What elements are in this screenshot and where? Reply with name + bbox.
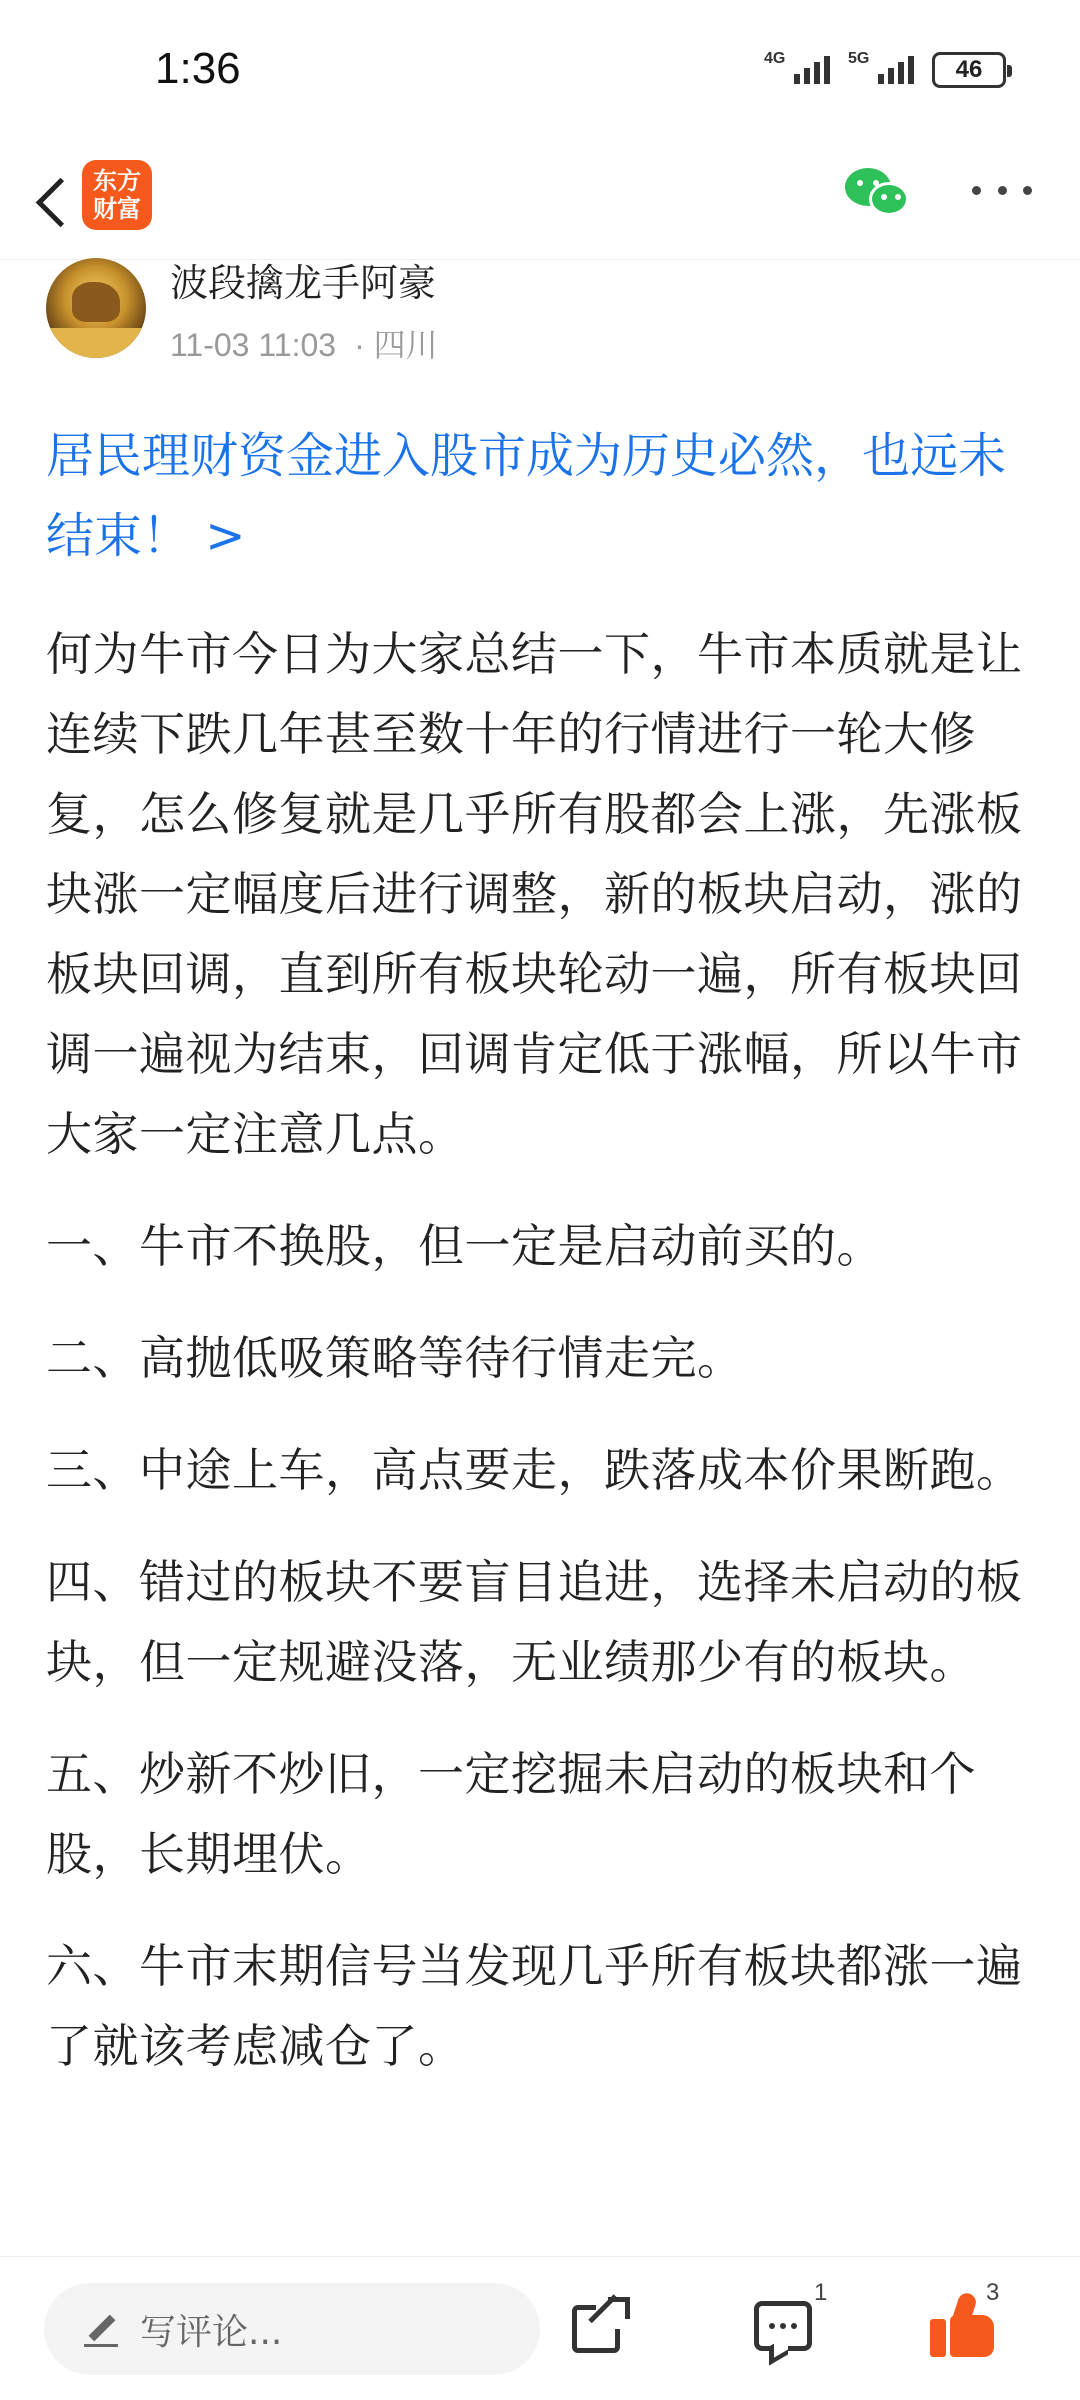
status-indicators [764,52,1006,88]
article-content [46,614,1036,2118]
wechat-icon[interactable] [845,162,915,222]
comment-icon[interactable] [754,2301,812,2351]
nav-bar [0,150,1080,260]
more-icon[interactable] [972,180,1032,200]
comment-count: 1 [814,2279,828,2306]
paragraph: 三、中途上车，高点要走，跌落成本价果断跑。 [46,1443,1023,1497]
status-time: 1:36 [155,44,241,93]
paragraph: 四、错过的板块不要盲目追进，选择未启动的板块，但一定规避没落，无业绩那少有的板块。 [46,1555,1023,1689]
comment-input[interactable] [44,2283,540,2375]
paragraph: 何为牛市今日为大家总结一下，牛市本质就是让连续下跌几年甚至数十年的行情进行一轮大修复，怎么修复就是几乎所有股都会上涨，先涨板块涨一定幅度后进行调整，新的板块启动，涨的板块回调，直到所有板块轮动一遍，所有板块回调一遍视为结束，回调肯定低于涨幅，所以牛市大家一定注意几点。 [46,627,1023,1161]
author-name[interactable]: 波段擒龙手阿豪 [170,261,437,305]
paragraph: 六、牛市末期信号当发现几乎所有板块都涨一遍了就该考虑减仓了。 [46,1939,1023,2073]
signal-4g-label: 4G [764,50,786,67]
battery-icon [932,52,1006,88]
app-logo[interactable]: 东方财富 [82,160,152,230]
battery-level: 46 [955,56,983,83]
avatar[interactable] [46,258,146,358]
post-datetime: 11-03 11:03 [170,327,337,363]
pencil-icon [84,2311,120,2347]
like-icon[interactable] [930,2293,994,2357]
signal-5g-icon [848,50,914,84]
share-icon[interactable] [572,2297,628,2353]
like-count: 3 [986,2279,1000,2306]
back-icon[interactable] [20,162,90,242]
author-meta [170,320,438,366]
signal-4g-icon [764,50,830,84]
article-title-link[interactable]: 居民理财资金进入股市成为历史必然，也远未结束！ > [46,428,1007,564]
paragraph: 一、牛市不换股，但一定是启动前买的。 [46,1219,883,1273]
paragraph: 五、炒新不炒旧，一定挖掘未启动的板块和个股，长期埋伏。 [46,1747,976,1881]
status-bar [0,0,1080,140]
signal-5g-label: 5G [848,50,870,67]
bottom-action-bar [0,2256,1080,2400]
comment-placeholder: 写评论... [140,2311,283,2353]
post-location: · 四川 [354,327,438,363]
paragraph: 二、高抛低吸策略等待行情走完。 [46,1331,744,1385]
